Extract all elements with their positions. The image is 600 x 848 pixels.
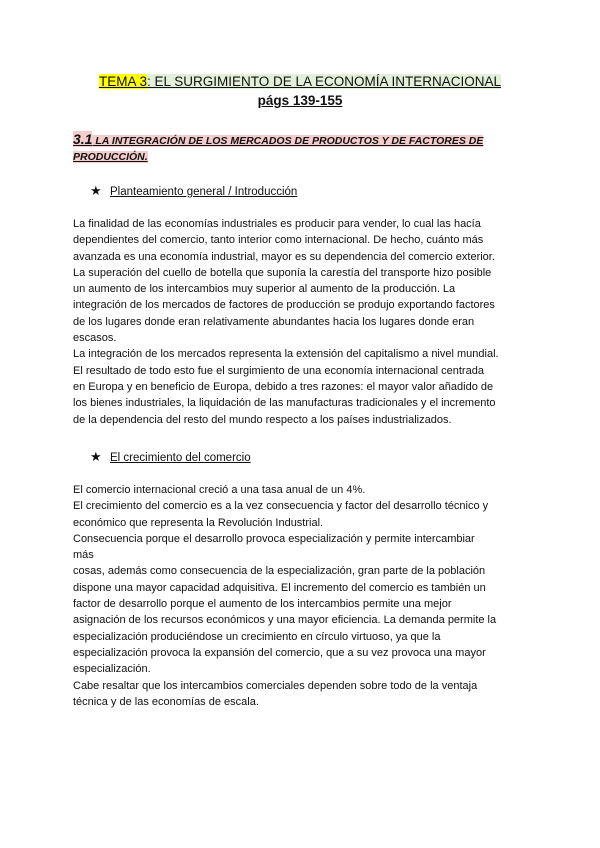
text-line: económico que representa la Revolución Industrial. [73, 516, 324, 529]
text-line: más [73, 549, 94, 562]
text-line: dispone una mayor capacidad adquisitiva. El incremento del comercio es también un [73, 581, 486, 594]
intro-paragraph [73, 216, 533, 428]
text-line: El comercio internacional creció a una tasa anual de un 4%. [73, 484, 366, 496]
text-line: La finalidad de las economías industriales es producir para vender, lo cual las hacía [73, 218, 481, 230]
text-line: El resultado de todo esto fue el surgimiento de una economía internacional centrada [73, 364, 484, 377]
text-line: de la dependencia del resto del mundo respecto a los países industrializados. [73, 413, 452, 426]
star-bullet-icon: ★ [90, 449, 102, 464]
text-line: escasos. [73, 332, 117, 345]
title-line [0, 72, 600, 91]
text-line: en Europa y en beneficio de Europa, debido a tres razones: el mayor valor añadido de [73, 380, 494, 393]
subheading-intro [90, 183, 297, 200]
star-bullet-icon: ★ [90, 183, 102, 198]
text-line: avanzada es una economía industrial, mayor es su dependencia del comercio exterior. [73, 250, 495, 263]
text-line: especialización. [73, 663, 151, 676]
text-line: La superación del cuello de botella que suponía la carestía del transporte hizo posible [73, 266, 492, 279]
text-line: un aumento de los intercambios muy superior al aumento de la producción. La [73, 283, 456, 296]
page-range: págs 139-155 [257, 93, 343, 108]
document-title [0, 72, 600, 110]
text-line: especialización provoca la expansión del comercio, que a su vez provoca una mayor [73, 646, 486, 659]
subheading-commerce [90, 449, 251, 466]
text-line: especialización produciéndose un crecimiento en círculo virtuoso, ya que la [73, 630, 441, 643]
tema-label: TEMA 3 [98, 74, 147, 89]
text-line: La integración de los mercados representa la extensión del capitalismo a nivel mundial. [73, 348, 499, 361]
section-title-line1: LA INTEGRACIÓN DE LOS MERCADOS DE PRODUCTOS Y DE FACTORES DE [92, 135, 484, 147]
text-line: integración de los mercados de factores de producción se produjo exportando factores [73, 299, 495, 312]
text-line: Cabe resaltar que los intercambios comerciales dependen sobre todo de la ventaja [73, 679, 478, 692]
section-heading [73, 131, 533, 165]
commerce-paragraph [73, 482, 533, 710]
text-line: cosas, además como consecuencia de la especialización, gran parte de la población [73, 565, 486, 578]
subheading-label: El crecimiento del comercio [110, 452, 251, 464]
section-number: 3.1 [73, 131, 93, 147]
title-text: : EL SURGIMIENTO DE LA ECONOMÍA INTERNACIONAL [146, 74, 502, 89]
text-line: factor de desarrollo porque el aumento de los intercambios permite una mejor [73, 598, 452, 611]
text-line: los bienes industriales, la liquidación de las manufacturas tradicionales y el incremento [73, 397, 496, 410]
text-line: El crecimiento del comercio es a la vez consecuencia y factor del desarrollo técnico y [73, 500, 489, 513]
text-line: técnica y de las economías de escala. [73, 695, 259, 708]
text-line: dependientes del comercio, tanto interior como internacional. De hecho, cuánto más [73, 234, 484, 247]
text-line: de los lugares donde eran relativamente abundantes hacia los lugares donde eran [73, 315, 475, 328]
text-line: Consecuencia porque el desarrollo provoca especialización y permite intercambiar [73, 532, 475, 545]
text-line: asignación de los recursos económicos y una mayor eficiencia. La demanda permite la [73, 614, 497, 627]
section-title-line2: PRODUCCIÓN. [73, 151, 148, 163]
subheading-label: Planteamiento general / Introducción [110, 186, 298, 198]
